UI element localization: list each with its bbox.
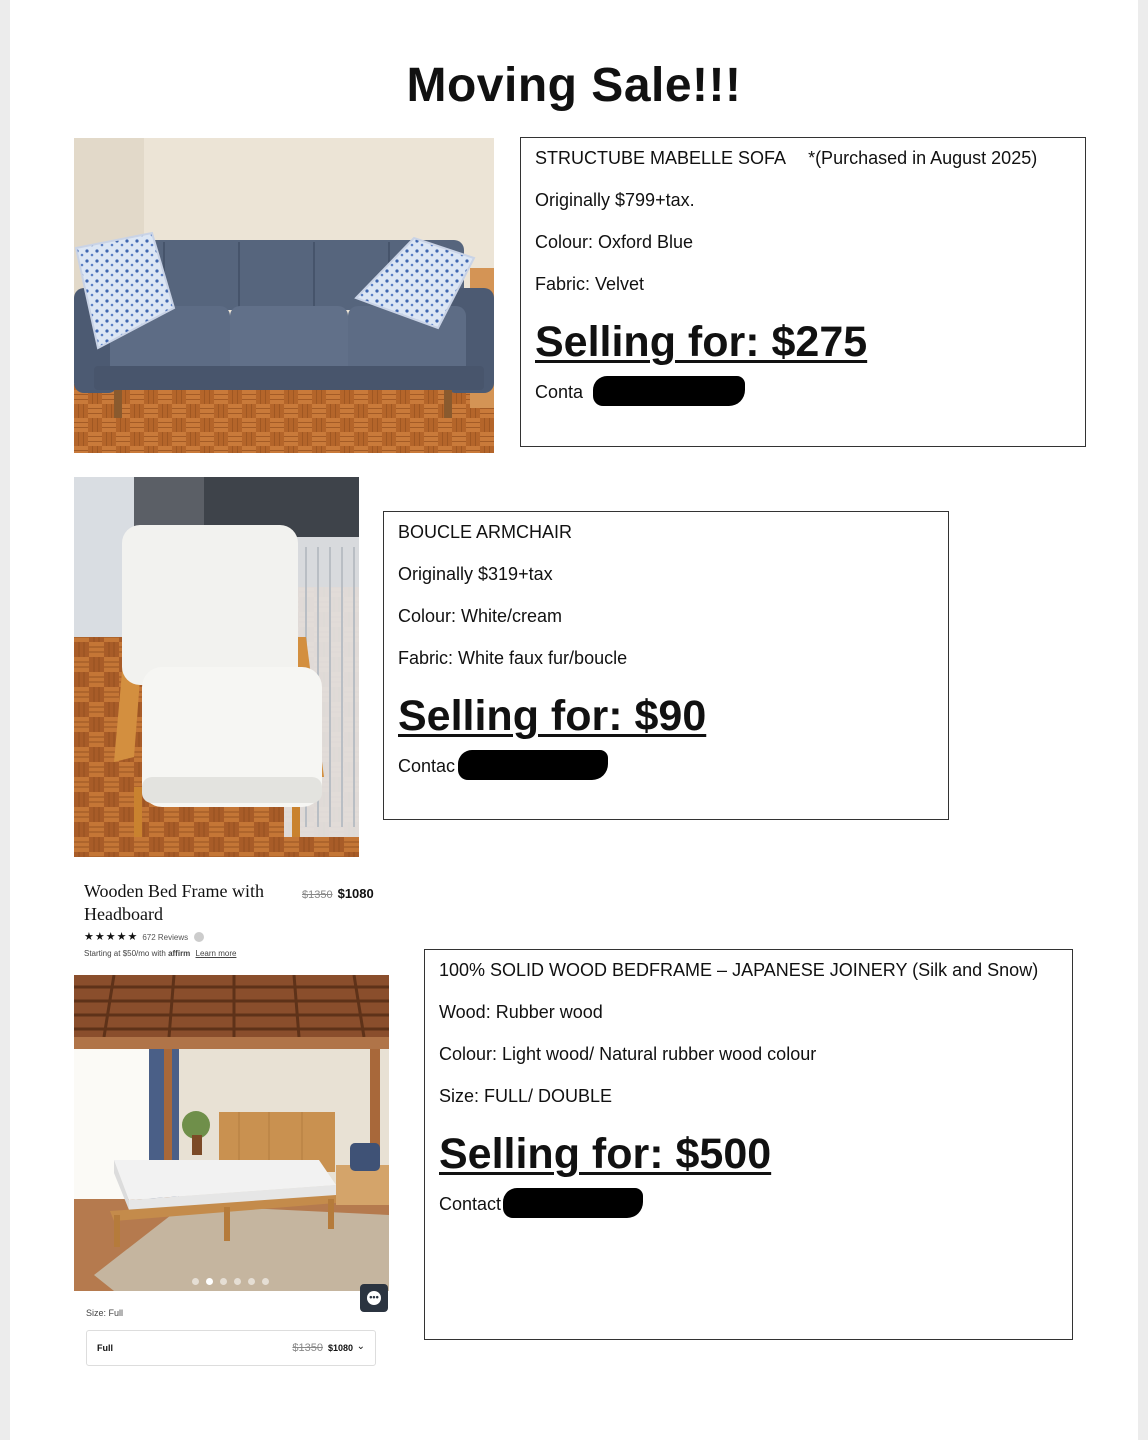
- armchair-info-box: [383, 511, 949, 820]
- carousel-dot[interactable]: [220, 1278, 227, 1285]
- armchair-fabric: Fabric: White faux fur/boucle: [398, 648, 628, 668]
- redaction-mark: [458, 750, 608, 780]
- listing-product-name: Wooden Bed Frame with Headboard: [84, 881, 265, 924]
- redaction-mark: [503, 1188, 643, 1218]
- financing-line: [84, 949, 394, 958]
- carousel-dot[interactable]: [234, 1278, 241, 1285]
- contact-label: Conta: [535, 382, 584, 402]
- chat-button[interactable]: [360, 1284, 388, 1312]
- size-label: Size: Full: [86, 1308, 124, 1318]
- contact-label: Contact: [439, 1194, 502, 1214]
- star-icons: ★★★★★: [84, 931, 139, 943]
- size-select[interactable]: [86, 1330, 376, 1366]
- page-title: Moving Sale!!!: [406, 59, 742, 112]
- bedframe-colour: Colour: Light wood/ Natural rubber wood colour: [439, 1044, 817, 1064]
- sofa-info-box: [520, 137, 1086, 447]
- size-old-price: $1350: [292, 1342, 323, 1354]
- bedframe-contact: [439, 1192, 1058, 1216]
- listing-price: [302, 886, 374, 901]
- sofa-photo: [74, 138, 494, 453]
- purchase-note: *(Purchased in August 2025): [808, 148, 1038, 168]
- bedframe-info-box: [424, 949, 1073, 1340]
- sofa-colour: Colour: Oxford Blue: [535, 232, 694, 252]
- carousel-dot-active[interactable]: [206, 1278, 213, 1285]
- financing-text: Starting at $50/mo with: [84, 949, 166, 958]
- carousel-dots[interactable]: [192, 1272, 276, 1290]
- listing-old-price: $1350: [302, 889, 333, 901]
- armchair-name: BOUCLE ARMCHAIR: [398, 522, 573, 542]
- contact-label: Contac: [398, 756, 456, 776]
- bedframe-photo: [74, 975, 389, 1291]
- listing-new-price: $1080: [337, 886, 374, 901]
- size-new-price: $1080: [327, 1343, 353, 1353]
- armchair-photo: [74, 477, 359, 857]
- product-listing-screenshot: [84, 880, 394, 958]
- bedframe-selling-price: Selling for: $500: [439, 1130, 772, 1178]
- learn-more-link: Learn more: [195, 949, 237, 958]
- bedframe-name: 100% SOLID WOOD BEDFRAME – JAPANESE JOINERY (Silk and Snow): [439, 960, 1039, 980]
- bedframe-size: Size: FULL/ DOUBLE: [439, 1086, 613, 1106]
- sofa-contact: [535, 380, 1071, 404]
- armchair-selling-price: Selling for: $90: [398, 692, 707, 740]
- chat-bubble-icon: •••: [367, 1291, 381, 1305]
- carousel-dot[interactable]: [192, 1278, 199, 1285]
- sofa-original-price: Originally $799+tax.: [535, 190, 695, 210]
- size-select-value: Full: [97, 1343, 113, 1353]
- sofa-fabric: Fabric: Velvet: [535, 274, 645, 294]
- sofa-name: [535, 148, 1071, 168]
- armchair-contact: [398, 754, 934, 778]
- rating-stars: [84, 930, 394, 943]
- item-name: STRUCTUBE MABELLE SOFA: [535, 148, 787, 168]
- carousel-dot[interactable]: [262, 1278, 269, 1285]
- affirm-logo: affirm: [168, 949, 191, 958]
- review-count: 672 Reviews: [142, 933, 189, 942]
- armchair-colour: Colour: White/cream: [398, 606, 563, 626]
- info-icon: [194, 932, 204, 942]
- carousel-dot[interactable]: [248, 1278, 255, 1285]
- size-select-price: [292, 1342, 353, 1354]
- redaction-mark: [593, 376, 745, 406]
- chevron-down-icon: ⌄: [356, 1341, 365, 1352]
- armchair-original-price: Originally $319+tax: [398, 564, 553, 584]
- sofa-selling-price: Selling for: $275: [535, 318, 868, 366]
- bedframe-wood: Wood: Rubber wood: [439, 1002, 603, 1022]
